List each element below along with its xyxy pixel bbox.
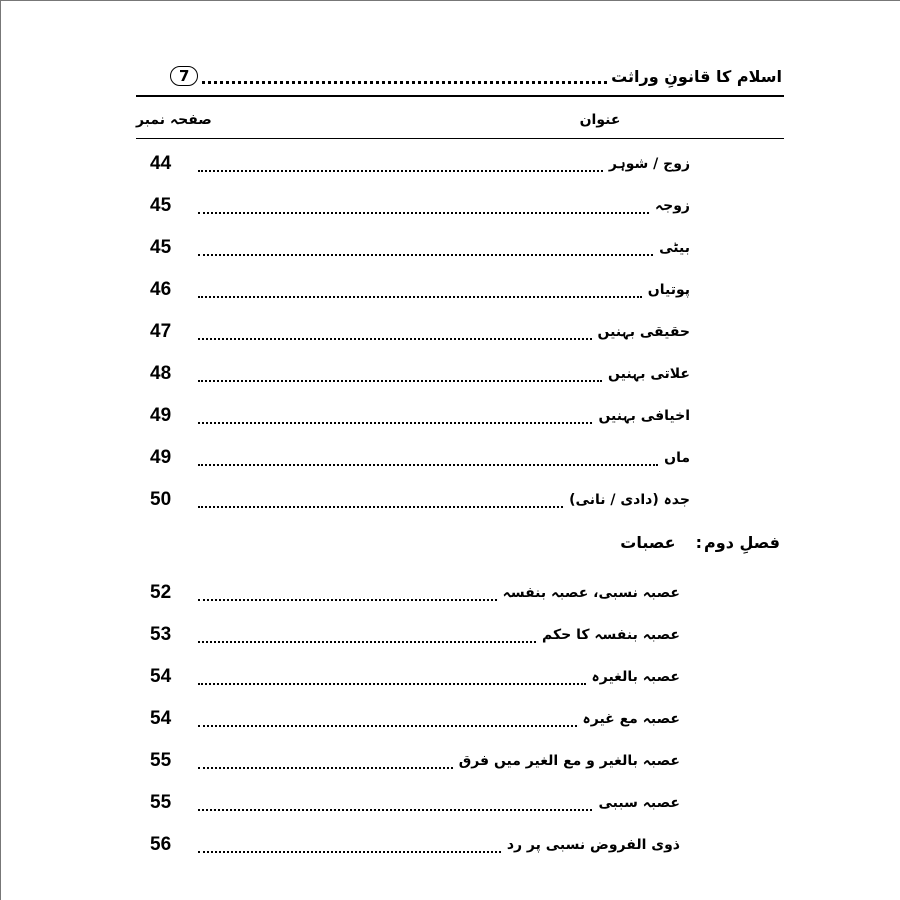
section-separator: : [695, 533, 703, 552]
page-border-left [0, 0, 1, 900]
toc-entry-page: 50 [150, 489, 172, 510]
toc-entry-page: 54 [150, 708, 172, 729]
toc-entry[interactable] [150, 661, 680, 693]
column-heading-rule [136, 138, 784, 139]
toc-entry-page: 52 [150, 582, 172, 603]
toc-entry[interactable] [150, 484, 690, 516]
toc-entry-label: زوجہ [654, 198, 690, 214]
leader-dots [198, 408, 592, 424]
toc-entry[interactable] [150, 442, 690, 474]
toc-entry-page: 48 [150, 363, 172, 384]
leader-dots [198, 198, 649, 214]
leader-dots [198, 366, 602, 382]
leader-dots [198, 711, 577, 727]
toc-entry-label: عصبہ بنفسہ کا حکم [541, 627, 680, 643]
leader-dots [198, 492, 563, 508]
toc-entry-label: حقیقی بہنیں [597, 324, 690, 340]
toc-entry-page: 45 [150, 195, 172, 216]
toc-entry-page: 45 [150, 237, 172, 258]
book-title: اسلام کا قانونِ وراثت [611, 66, 782, 86]
toc-entry-page: 44 [150, 153, 172, 174]
toc-entry-page: 56 [150, 834, 172, 855]
toc-entry-page: 46 [150, 279, 172, 300]
leader-dots [198, 669, 586, 685]
toc-entry-label: زوج / شوہر [608, 156, 690, 172]
page-number: 7 [179, 67, 190, 85]
leader-dots [198, 837, 501, 853]
toc-entry[interactable] [150, 148, 690, 180]
toc-entry-label: عصبہ نسبی، عصبہ بنفسہ [502, 585, 680, 601]
toc-entry[interactable] [150, 829, 680, 861]
toc-entry[interactable] [150, 190, 690, 222]
toc-entry-label: اخیافی بہنیں [598, 408, 690, 424]
toc-entry-page: 49 [150, 447, 172, 468]
toc-entry[interactable] [150, 745, 680, 777]
toc-entry[interactable] [150, 316, 690, 348]
toc-entry[interactable] [150, 703, 680, 735]
leader-dots [198, 324, 592, 340]
toc-entry-label: بیٹی [659, 240, 690, 256]
title-column-heading: عنوان [579, 112, 621, 128]
page-number-badge [170, 66, 198, 86]
leader-dots [198, 282, 642, 298]
toc-entry-page: 55 [150, 792, 172, 813]
toc-entry[interactable] [150, 274, 690, 306]
section-name: عصبات [620, 533, 676, 552]
toc-entry-page: 49 [150, 405, 172, 426]
header-leader-dots [202, 69, 607, 84]
leader-dots [198, 585, 497, 601]
header-rule [136, 95, 784, 97]
toc-entry[interactable] [150, 577, 680, 609]
section-heading [580, 533, 780, 552]
leader-dots [198, 156, 603, 172]
toc-entry-page: 53 [150, 624, 172, 645]
toc-entry-label: پوتیاں [647, 282, 690, 298]
page-border-top [0, 0, 900, 1]
toc-entry[interactable] [150, 787, 680, 819]
toc-entry[interactable] [150, 619, 680, 651]
toc-entry-page: 55 [150, 750, 172, 771]
toc-entry-label: عصبہ مع غیرہ [582, 711, 680, 727]
leader-dots [198, 450, 658, 466]
running-header [170, 62, 782, 90]
toc-entry-label: عصبہ سببی [598, 795, 680, 811]
toc-entry-label: علاتی بہنیں [608, 366, 690, 382]
toc-entry[interactable] [150, 232, 690, 264]
leader-dots [198, 627, 536, 643]
toc-entry[interactable] [150, 358, 690, 390]
toc-entry-label: عصبہ بالغیر و مع الغیر میں فرق [458, 753, 680, 769]
toc-entry-page: 47 [150, 321, 172, 342]
leader-dots [198, 795, 592, 811]
toc-entry-label: ذوی الفروض نسبی پر رد [506, 837, 680, 853]
section-label: فصلِ دوم [704, 533, 780, 552]
toc-entry-label: عصبہ بالغیرہ [591, 669, 680, 685]
leader-dots [198, 753, 453, 769]
page-column-heading: صفحہ نمبر [136, 112, 212, 128]
toc-entry[interactable] [150, 400, 690, 432]
leader-dots [198, 240, 653, 256]
toc-entry-page: 54 [150, 666, 172, 687]
toc-entry-label: ماں [664, 450, 690, 466]
toc-entry-label: جدہ (دادی / نانی) [569, 492, 690, 508]
